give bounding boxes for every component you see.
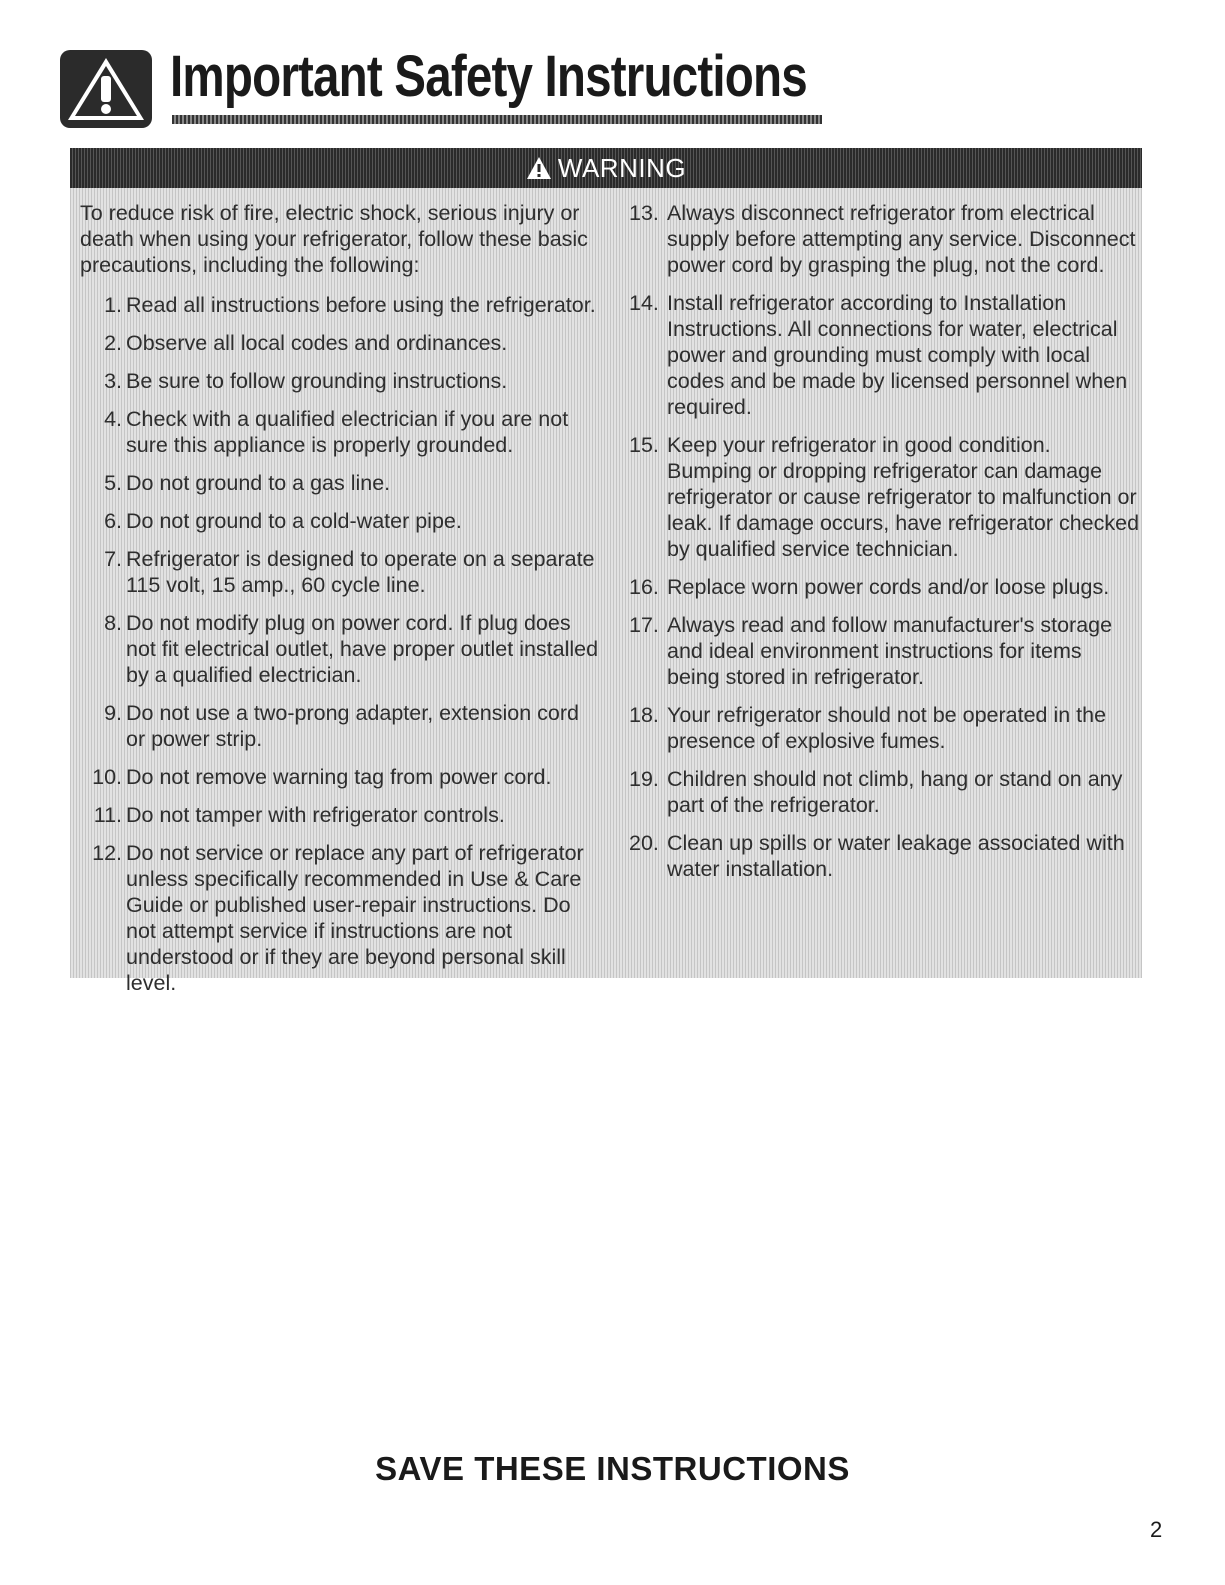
item-number: 12. [92, 841, 122, 865]
list-item [80, 802, 600, 828]
list-item [625, 200, 1140, 278]
page-header [60, 42, 830, 132]
item-number: 8. [104, 611, 122, 635]
item-number: 15. [629, 433, 659, 457]
warning-label-group [526, 153, 686, 184]
item-text: Be sure to follow grounding instructions. [126, 369, 508, 393]
warning-list-left [80, 292, 600, 996]
save-instructions-heading: SAVE THESE INSTRUCTIONS [375, 1450, 850, 1487]
item-number: 17. [629, 613, 659, 637]
list-item [625, 612, 1140, 690]
item-number: 14. [629, 291, 659, 315]
item-text: Do not remove warning tag from power cord. [126, 765, 552, 789]
item-text: Keep your refrigerator in good condition. Bumping or dropping refrigerator can damage refrigerator or cause refrigerator to malfunction or leak. If damage occurs, have refrigerator checked by qualified service technician. [667, 433, 1140, 561]
item-number: 13. [629, 201, 659, 225]
item-number: 18. [629, 703, 659, 727]
item-number: 1. [104, 293, 122, 317]
item-text: Replace worn power cords and/or loose plugs. [667, 575, 1110, 599]
warning-banner [70, 148, 1142, 188]
warning-column-left [80, 200, 600, 1008]
item-text: Read all instructions before using the refrigerator. [126, 293, 596, 317]
list-item [80, 610, 600, 688]
item-number: 2. [104, 331, 122, 355]
list-item [80, 700, 600, 752]
warning-triangle-icon [60, 50, 152, 128]
item-number: 4. [104, 407, 122, 431]
list-item [80, 292, 600, 318]
item-number: 19. [629, 767, 659, 791]
item-text: Do not service or replace any part of refrigerator unless specifically recommended in Use & Care Guide or published user-repair instructions. Do not attempt service if instructions are not understood or if they are beyond personal skill level. [126, 841, 584, 995]
item-number: 20. [629, 831, 659, 855]
item-number: 3. [104, 369, 122, 393]
list-item [80, 840, 600, 996]
warning-list-right [625, 200, 1140, 882]
item-text: Do not ground to a gas line. [126, 471, 391, 495]
item-number: 16. [629, 575, 659, 599]
list-item [625, 290, 1140, 420]
warning-column-right [625, 200, 1140, 894]
item-number: 11. [93, 803, 122, 827]
list-item [625, 766, 1140, 818]
item-number: 10. [92, 765, 122, 789]
warning-icon [526, 156, 552, 180]
item-text: Check with a qualified electrician if you are not sure this appliance is properly grounded. [126, 407, 569, 457]
list-item [625, 830, 1140, 882]
item-text: Your refrigerator should not be operated in the presence of explosive fumes. [667, 703, 1107, 753]
list-item [80, 764, 600, 790]
warning-intro: To reduce risk of fire, electric shock, serious injury or death when using your refrigerator, follow these basic precautions, including the following: [80, 201, 588, 277]
list-item [80, 508, 600, 534]
item-number: 6. [104, 509, 122, 533]
item-text: Refrigerator is designed to operate on a separate 115 volt, 15 amp., 60 cycle line. [126, 547, 595, 597]
item-number: 5. [104, 471, 122, 495]
item-text: Children should not climb, hang or stand on any part of the refrigerator. [667, 767, 1123, 817]
item-text: Do not use a two-prong adapter, extension cord or power strip. [126, 701, 579, 751]
page-number: 2 [1150, 1517, 1163, 1542]
item-text: Always disconnect refrigerator from electrical supply before attempting any service. Disconnect power cord by grasping the plug, not the cord. [667, 201, 1136, 277]
warning-panel [70, 148, 1142, 995]
item-text: Install refrigerator according to Installation Instructions. All connections for water, electrical power and grounding must comply with local codes and be made by licensed personnel when required. [667, 291, 1128, 419]
list-item [625, 702, 1140, 754]
list-item [80, 470, 600, 496]
item-text: Do not modify plug on power cord. If plug does not fit electrical outlet, have proper outlet installed by a qualified electrician. [126, 611, 599, 687]
item-number: 7. [104, 547, 122, 571]
warning-label: WARNING [557, 152, 687, 183]
item-text: Always read and follow manufacturer's storage and ideal environment instructions for items being stored in refrigerator. [667, 613, 1113, 689]
list-item [80, 406, 600, 458]
item-text: Observe all local codes and ordinances. [126, 331, 508, 355]
title-underline [172, 115, 822, 124]
list-item [80, 368, 600, 394]
item-number: 9. [104, 701, 122, 725]
list-item [625, 432, 1140, 562]
list-item [80, 330, 600, 356]
page-title: Important Safety Instructions [170, 44, 807, 109]
list-item [625, 574, 1140, 600]
item-text: Do not ground to a cold-water pipe. [126, 509, 462, 533]
item-text: Clean up spills or water leakage associated with water installation. [667, 831, 1125, 881]
list-item [80, 546, 600, 598]
item-text: Do not tamper with refrigerator controls. [126, 803, 505, 827]
